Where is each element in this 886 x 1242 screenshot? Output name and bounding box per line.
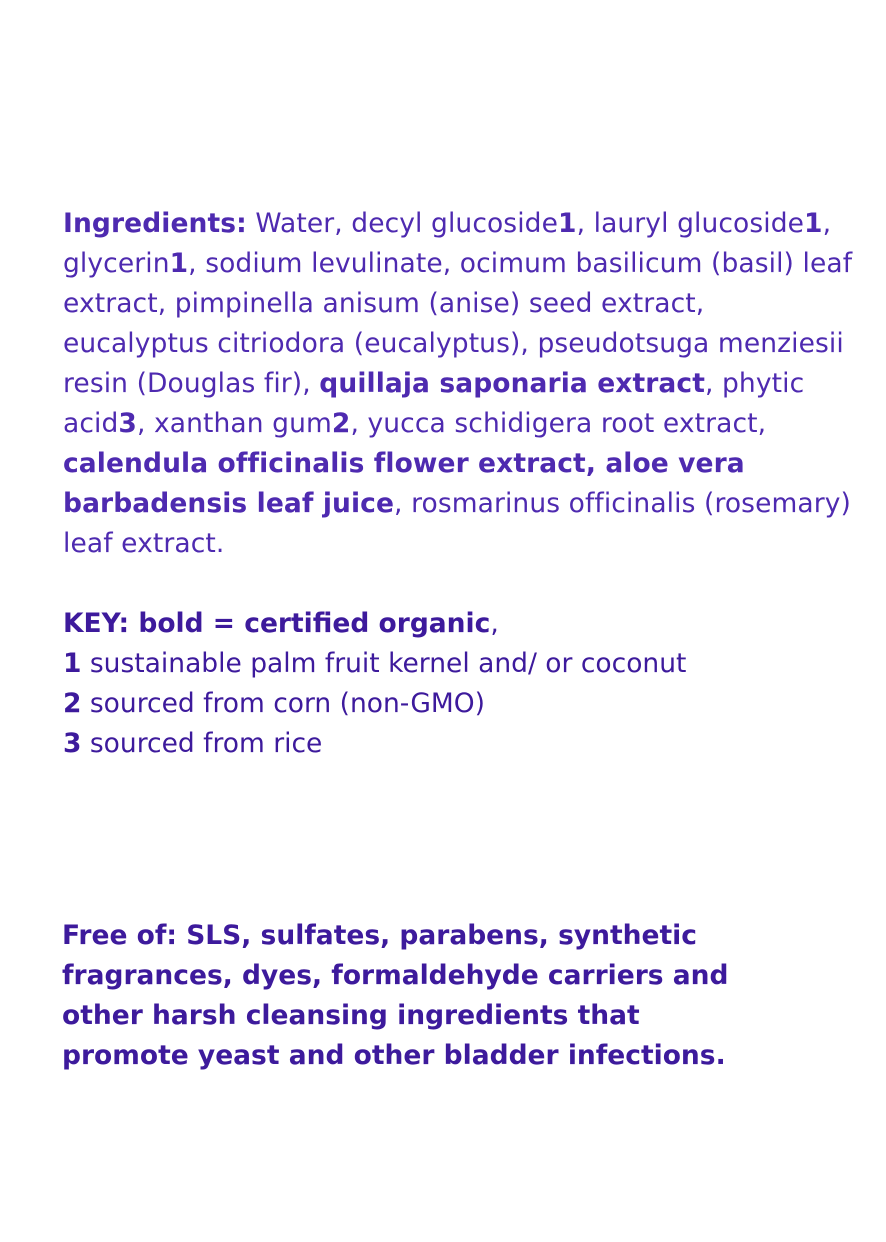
key-item-number: 2 — [63, 688, 82, 719]
key-label-line — [63, 604, 853, 644]
key-item-text: sourced from corn (non-GMO) — [81, 688, 485, 719]
ingredients-text: , lauryl glucoside — [576, 208, 805, 239]
key-item-number: 3 — [63, 728, 82, 759]
key-item-number: 1 — [63, 648, 82, 679]
ingredients-text: , yucca schidigera root extract, — [350, 408, 767, 439]
key-item-text: sourced from rice — [81, 728, 323, 759]
key-item — [63, 724, 853, 764]
organic-ingredient: quillaja saponaria extract — [319, 368, 705, 399]
key-legend — [63, 604, 853, 764]
ingredients-text: , glycerin — [63, 208, 832, 279]
footnote-marker: 3 — [118, 408, 137, 439]
key-item-text: sustainable palm fruit kernel and/ or coconut — [81, 648, 687, 679]
free-of-statement — [62, 916, 762, 1076]
key-label-tail: , — [490, 608, 499, 639]
key-item — [63, 684, 853, 724]
footnote-marker: 1 — [804, 208, 823, 239]
free-of-line: Free of: SLS, sulfates, parabens, synthetic — [62, 920, 697, 951]
key-label: KEY: bold = certified organic — [63, 608, 491, 639]
ingredients-paragraph — [63, 204, 853, 564]
ingredients-text: , xanthan gum — [136, 408, 332, 439]
free-of-line: promote yeast and other bladder infections. — [62, 1040, 726, 1071]
footnote-marker: 1 — [169, 248, 189, 279]
free-of-line: other harsh cleansing ingredients that — [62, 1000, 640, 1031]
footnote-marker: 2 — [331, 408, 351, 439]
organic-ingredient: calendula officinalis flower extract, aloe vera barbadensis leaf juice — [63, 448, 745, 519]
footnote-marker: 1 — [558, 208, 577, 239]
key-item — [63, 644, 853, 684]
ingredients-text: , sodium levulinate, ocimum basilicum (basil) leaf extract, pimpinella anisum (anise) seed extract, eucalyptus citriodora (eucalyptus), pseudotsuga menziesii resin (Douglas fir), — [63, 248, 853, 399]
ingredients-text: , phytic acid — [63, 368, 805, 439]
ingredients-text: Water, decyl glucoside — [246, 208, 559, 239]
ingredients-text: , rosmarinus officinalis (rosemary) leaf extract. — [63, 488, 851, 559]
free-of-line: fragrances, dyes, formaldehyde carriers and — [62, 960, 729, 991]
ingredients-heading: Ingredients: — [63, 208, 247, 239]
